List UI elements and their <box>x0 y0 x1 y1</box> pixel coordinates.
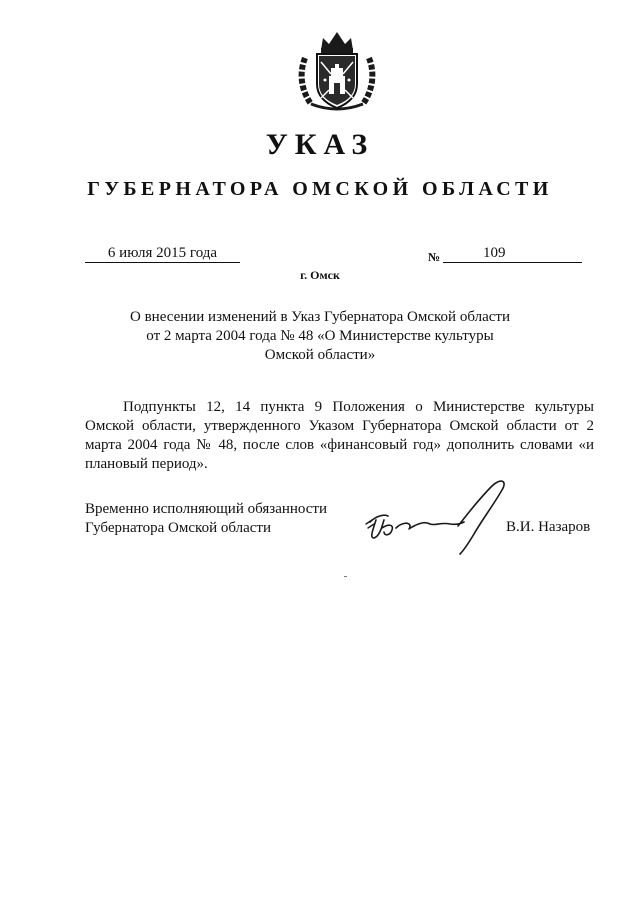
signatory-role-line: Временно исполняющий обязанности <box>85 501 328 517</box>
document-number: 109 <box>483 245 506 261</box>
coat-of-arms-icon <box>291 28 383 114</box>
signatory-role-line: Губернатора Омской области <box>85 520 271 536</box>
document-body: Подпункты 12, 14 пункта 9 Положения о Министерстве культуры Омской области, утвержденного Указом Губернатора Омской области от 2 марта 2004 года № 48, после слов «финансовый год» дополнить словами «и плановый период». <box>85 399 594 472</box>
document-subject <box>100 308 540 365</box>
document-number-label: № <box>428 250 441 264</box>
document-title: УКАЗ <box>265 128 375 161</box>
signatory-role <box>85 500 327 538</box>
handwritten-signature <box>362 476 522 562</box>
document-subtitle: ГУБЕРНАТОРА ОМСКОЙ ОБЛАСТИ <box>87 178 553 200</box>
document-date: 6 июля 2015 года <box>85 245 240 263</box>
subject-line: Омской области» <box>264 347 376 363</box>
subject-line: от 2 марта 2004 года № 48 «О Министерстве культуры <box>146 328 494 344</box>
document-city: г. Омск <box>300 268 340 282</box>
scan-speck <box>344 576 347 577</box>
document-number-field <box>443 245 582 263</box>
signatory-name: В.И. Назаров <box>506 519 591 535</box>
subject-line: О внесении изменений в Указ Губернатора Омской области <box>130 309 510 325</box>
